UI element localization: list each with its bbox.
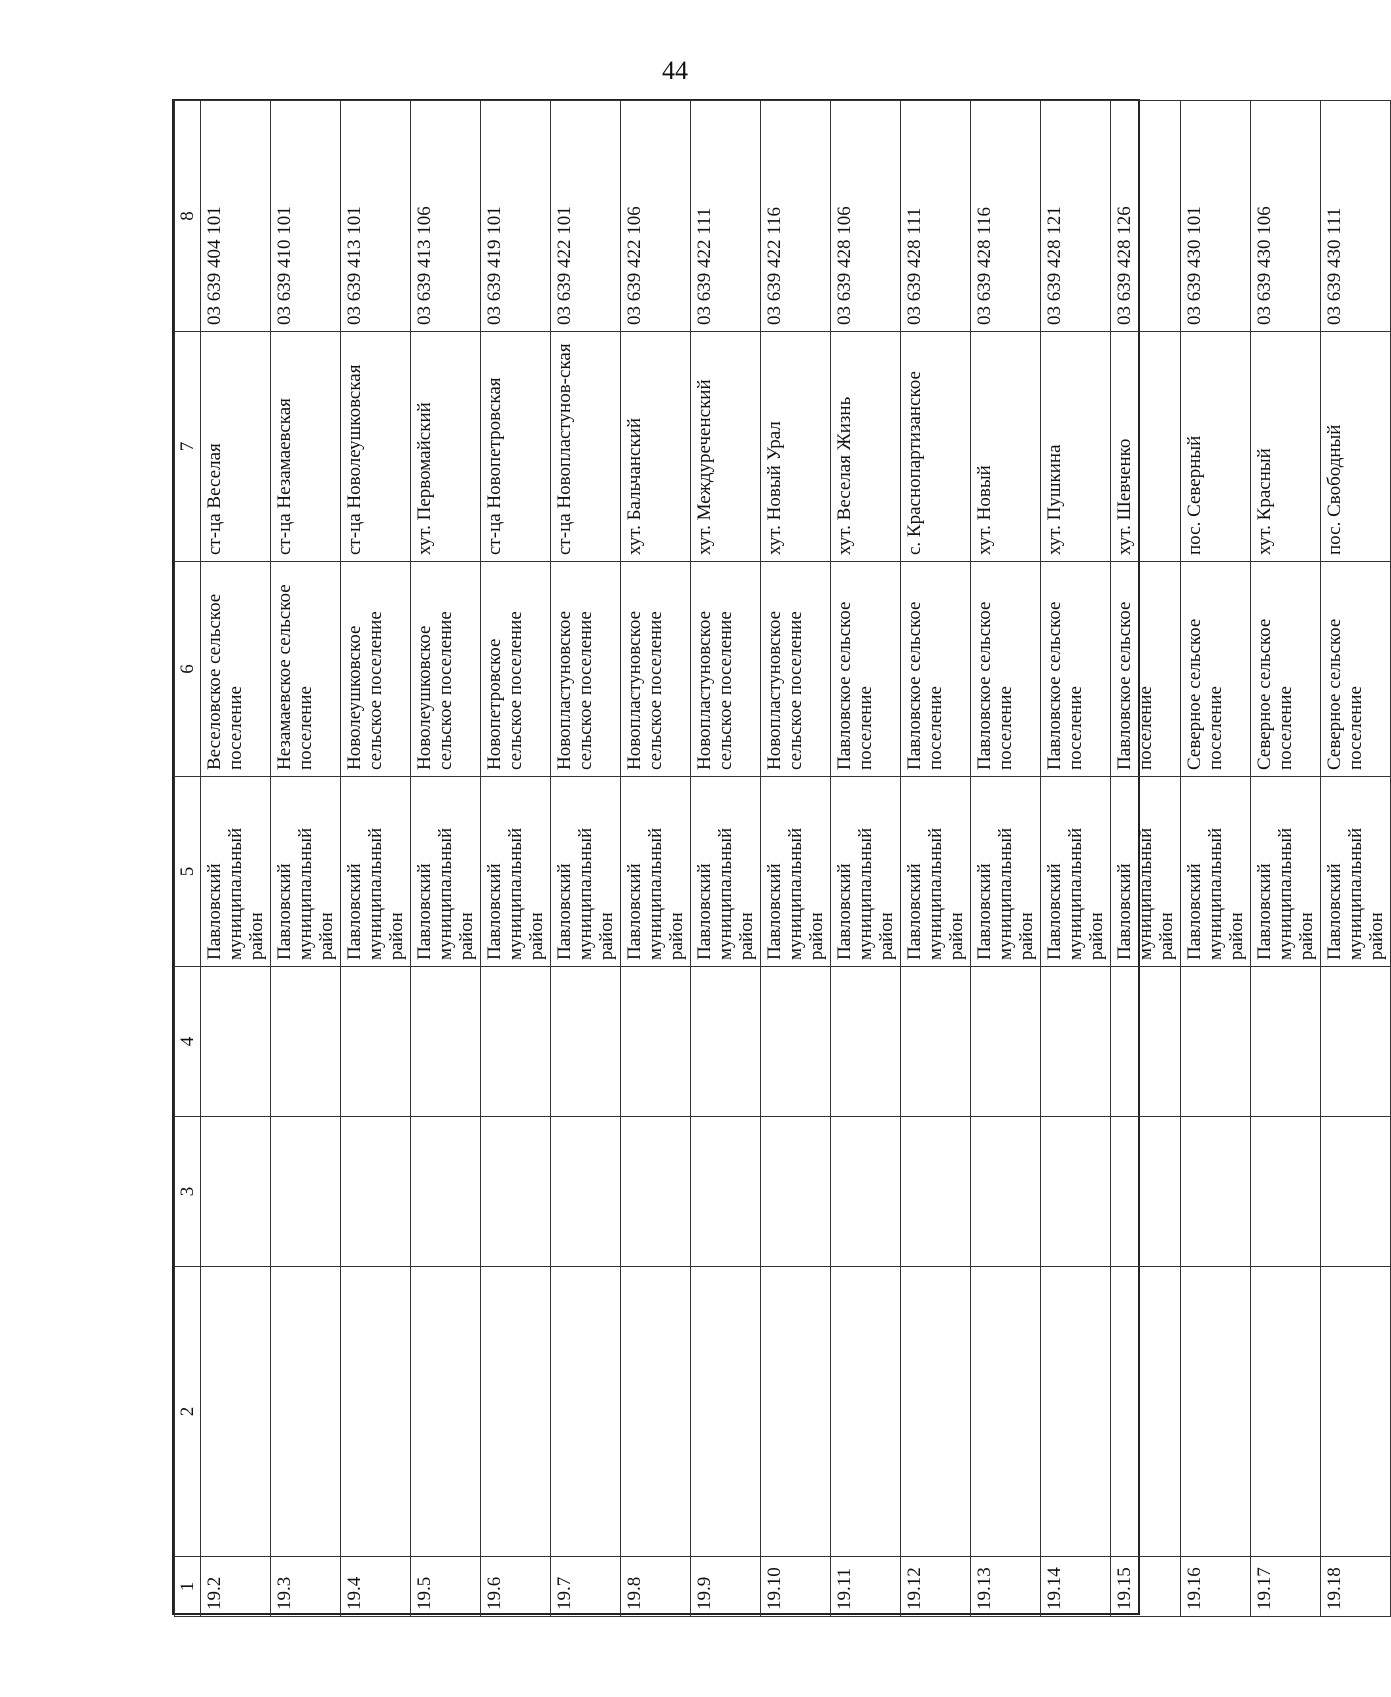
settlement-name-cell: Павловское сельское поселение	[1111, 562, 1181, 777]
oktmo-code-cell: 03 639 413 101	[341, 101, 411, 332]
col-4-cell	[831, 967, 901, 1117]
page-number: 44	[662, 56, 688, 85]
locality-name-cell: ст-ца Новопластунов-ская	[551, 332, 621, 562]
settlement-name-cell: Северное сельское поселение	[1181, 562, 1251, 777]
table-row	[1041, 101, 1111, 1617]
col-2-cell	[691, 1267, 761, 1557]
row-number-cell: 19.14	[1041, 1557, 1111, 1617]
row-number-cell: 19.2	[201, 1557, 271, 1617]
col-3-cell	[971, 1117, 1041, 1267]
locality-name-cell: хут. Новый	[971, 332, 1041, 562]
col-3-cell	[1111, 1117, 1181, 1267]
column-header: 6	[175, 562, 201, 777]
municipal-district-cell: Павловский муниципальный район	[271, 777, 341, 967]
col-3-cell	[691, 1117, 761, 1267]
settlement-name-cell: Северное сельское поселение	[1251, 562, 1321, 777]
municipal-district-cell: Павловский муниципальный район	[341, 777, 411, 967]
locality-name-cell: хут. Пушкина	[1041, 332, 1111, 562]
col-2-cell	[341, 1267, 411, 1557]
table-row	[271, 101, 341, 1617]
col-2-cell	[1321, 1267, 1391, 1557]
col-3-cell	[271, 1117, 341, 1267]
locality-name-cell: ст-ца Новопетровская	[481, 332, 551, 562]
col-2-cell	[551, 1267, 621, 1557]
col-2-cell	[901, 1267, 971, 1557]
row-number-cell: 19.5	[411, 1557, 481, 1617]
settlement-name-cell: Новопетровское сельское поселение	[481, 562, 551, 777]
col-2-cell	[761, 1267, 831, 1557]
col-4-cell	[1251, 967, 1321, 1117]
row-number-cell: 19.4	[341, 1557, 411, 1617]
oktmo-code-cell: 03 639 422 101	[551, 101, 621, 332]
municipal-district-cell: Павловский муниципальный район	[831, 777, 901, 967]
col-4-cell	[1041, 967, 1111, 1117]
col-3-cell	[1181, 1117, 1251, 1267]
table-header-row	[175, 101, 201, 1617]
col-4-cell	[761, 967, 831, 1117]
table-body	[201, 101, 1391, 1617]
locality-name-cell: хут. Красный	[1251, 332, 1321, 562]
row-number-cell: 19.17	[1251, 1557, 1321, 1617]
col-4-cell	[1111, 967, 1181, 1117]
settlement-name-cell: Незамаевское сельское поселение	[271, 562, 341, 777]
column-header: 4	[175, 967, 201, 1117]
column-header: 8	[175, 101, 201, 332]
row-number-cell: 19.18	[1321, 1557, 1391, 1617]
settlement-name-cell: Новопластуновское сельское поселение	[761, 562, 831, 777]
oktmo-code-cell: 03 639 428 126	[1111, 101, 1181, 332]
municipal-district-cell: Павловский муниципальный район	[971, 777, 1041, 967]
row-number-cell: 19.3	[271, 1557, 341, 1617]
settlement-name-cell: Павловское сельское поселение	[971, 562, 1041, 777]
column-header: 7	[175, 332, 201, 562]
municipal-district-cell: Павловский муниципальный район	[901, 777, 971, 967]
settlement-name-cell: Павловское сельское поселение	[831, 562, 901, 777]
col-3-cell	[341, 1117, 411, 1267]
municipal-district-cell: Павловский муниципальный район	[621, 777, 691, 967]
settlement-name-cell: Новопластуновское сельское поселение	[551, 562, 621, 777]
municipal-district-cell: Павловский муниципальный район	[1321, 777, 1391, 967]
col-3-cell	[831, 1117, 901, 1267]
locality-name-cell: хут. Веселая Жизнь	[831, 332, 901, 562]
row-number-cell: 19.13	[971, 1557, 1041, 1617]
column-header: 1	[175, 1557, 201, 1617]
col-4-cell	[691, 967, 761, 1117]
row-number-cell: 19.8	[621, 1557, 691, 1617]
col-2-cell	[1041, 1267, 1111, 1557]
col-3-cell	[1251, 1117, 1321, 1267]
settlements-table-frame	[172, 99, 1387, 1615]
row-number-cell: 19.6	[481, 1557, 551, 1617]
col-2-cell	[481, 1267, 551, 1557]
oktmo-code-cell: 03 639 419 101	[481, 101, 551, 332]
table-row	[1111, 101, 1181, 1617]
municipal-district-cell: Павловский муниципальный район	[551, 777, 621, 967]
oktmo-code-cell: 03 639 422 106	[621, 101, 691, 332]
municipal-district-cell: Павловский муниципальный район	[1041, 777, 1111, 967]
oktmo-code-cell: 03 639 428 106	[831, 101, 901, 332]
locality-name-cell: хут. Бальчанский	[621, 332, 691, 562]
col-2-cell	[271, 1267, 341, 1557]
row-number-cell: 19.12	[901, 1557, 971, 1617]
oktmo-code-cell: 03 639 413 106	[411, 101, 481, 332]
col-2-cell	[831, 1267, 901, 1557]
locality-name-cell: хут. Междуреченский	[691, 332, 761, 562]
column-header: 3	[175, 1117, 201, 1267]
col-4-cell	[621, 967, 691, 1117]
rotated-table-wrapper	[174, 101, 1387, 1617]
locality-name-cell: с. Краснопартизанское	[901, 332, 971, 562]
col-4-cell	[481, 967, 551, 1117]
col-3-cell	[201, 1117, 271, 1267]
locality-name-cell: пос. Свободный	[1321, 332, 1391, 562]
table-row	[341, 101, 411, 1617]
table-row	[1181, 101, 1251, 1617]
locality-name-cell: ст-ца Новолеушковская	[341, 332, 411, 562]
municipal-district-cell: Павловский муниципальный район	[411, 777, 481, 967]
locality-name-cell: хут. Шевченко	[1111, 332, 1181, 562]
settlement-name-cell: Новопластуновское сельское поселение	[691, 562, 761, 777]
locality-name-cell: хут. Первомайский	[411, 332, 481, 562]
row-number-cell: 19.9	[691, 1557, 761, 1617]
oktmo-code-cell: 03 639 410 101	[271, 101, 341, 332]
locality-name-cell: ст-ца Незамаевская	[271, 332, 341, 562]
col-4-cell	[271, 967, 341, 1117]
col-2-cell	[1251, 1267, 1321, 1557]
table-row	[481, 101, 551, 1617]
locality-name-cell: пос. Северный	[1181, 332, 1251, 562]
oktmo-code-cell: 03 639 428 111	[901, 101, 971, 332]
oktmo-code-cell: 03 639 422 116	[761, 101, 831, 332]
table-row	[621, 101, 691, 1617]
municipal-district-cell: Павловский муниципальный район	[201, 777, 271, 967]
row-number-cell: 19.16	[1181, 1557, 1251, 1617]
oktmo-code-cell: 03 639 428 121	[1041, 101, 1111, 332]
col-4-cell	[1321, 967, 1391, 1117]
oktmo-code-cell: 03 639 430 106	[1251, 101, 1321, 332]
col-3-cell	[551, 1117, 621, 1267]
col-2-cell	[1181, 1267, 1251, 1557]
col-2-cell	[201, 1267, 271, 1557]
table-row	[551, 101, 621, 1617]
row-number-cell: 19.11	[831, 1557, 901, 1617]
settlement-name-cell: Новопластуновское сельское поселение	[621, 562, 691, 777]
settlement-name-cell: Веселовское сельское поселение	[201, 562, 271, 777]
table-row	[971, 101, 1041, 1617]
settlements-table	[174, 100, 1391, 1617]
oktmo-code-cell: 03 639 422 111	[691, 101, 761, 332]
col-3-cell	[621, 1117, 691, 1267]
col-4-cell	[201, 967, 271, 1117]
oktmo-code-cell: 03 639 428 116	[971, 101, 1041, 332]
table-row	[831, 101, 901, 1617]
col-2-cell	[621, 1267, 691, 1557]
table-row	[901, 101, 971, 1617]
col-4-cell	[901, 967, 971, 1117]
oktmo-code-cell: 03 639 404 101	[201, 101, 271, 332]
municipal-district-cell: Павловский муниципальный район	[1111, 777, 1181, 967]
table-row	[761, 101, 831, 1617]
table-row	[691, 101, 761, 1617]
col-3-cell	[761, 1117, 831, 1267]
row-number-cell: 19.15	[1111, 1557, 1181, 1617]
locality-name-cell: ст-ца Веселая	[201, 332, 271, 562]
oktmo-code-cell: 03 639 430 101	[1181, 101, 1251, 332]
col-3-cell	[411, 1117, 481, 1267]
col-3-cell	[481, 1117, 551, 1267]
col-3-cell	[1321, 1117, 1391, 1267]
col-2-cell	[1111, 1267, 1181, 1557]
table-row	[201, 101, 271, 1617]
municipal-district-cell: Павловский муниципальный район	[761, 777, 831, 967]
oktmo-code-cell: 03 639 430 111	[1321, 101, 1391, 332]
settlement-name-cell: Павловское сельское поселение	[901, 562, 971, 777]
col-4-cell	[341, 967, 411, 1117]
col-3-cell	[901, 1117, 971, 1267]
municipal-district-cell: Павловский муниципальный район	[1181, 777, 1251, 967]
settlement-name-cell: Новолеушковское сельское поселение	[341, 562, 411, 777]
settlement-name-cell: Новолеушковское сельское поселение	[411, 562, 481, 777]
settlement-name-cell: Павловское сельское поселение	[1041, 562, 1111, 777]
row-number-cell: 19.10	[761, 1557, 831, 1617]
row-number-cell: 19.7	[551, 1557, 621, 1617]
settlement-name-cell: Северное сельское поселение	[1321, 562, 1391, 777]
table-row	[1321, 101, 1391, 1617]
municipal-district-cell: Павловский муниципальный район	[481, 777, 551, 967]
col-4-cell	[411, 967, 481, 1117]
col-4-cell	[551, 967, 621, 1117]
col-3-cell	[1041, 1117, 1111, 1267]
col-4-cell	[1181, 967, 1251, 1117]
col-4-cell	[971, 967, 1041, 1117]
column-header: 5	[175, 777, 201, 967]
municipal-district-cell: Павловский муниципальный район	[691, 777, 761, 967]
table-row	[1251, 101, 1321, 1617]
table-row	[411, 101, 481, 1617]
col-2-cell	[411, 1267, 481, 1557]
municipal-district-cell: Павловский муниципальный район	[1251, 777, 1321, 967]
column-header: 2	[175, 1267, 201, 1557]
locality-name-cell: хут. Новый Урал	[761, 332, 831, 562]
col-2-cell	[971, 1267, 1041, 1557]
